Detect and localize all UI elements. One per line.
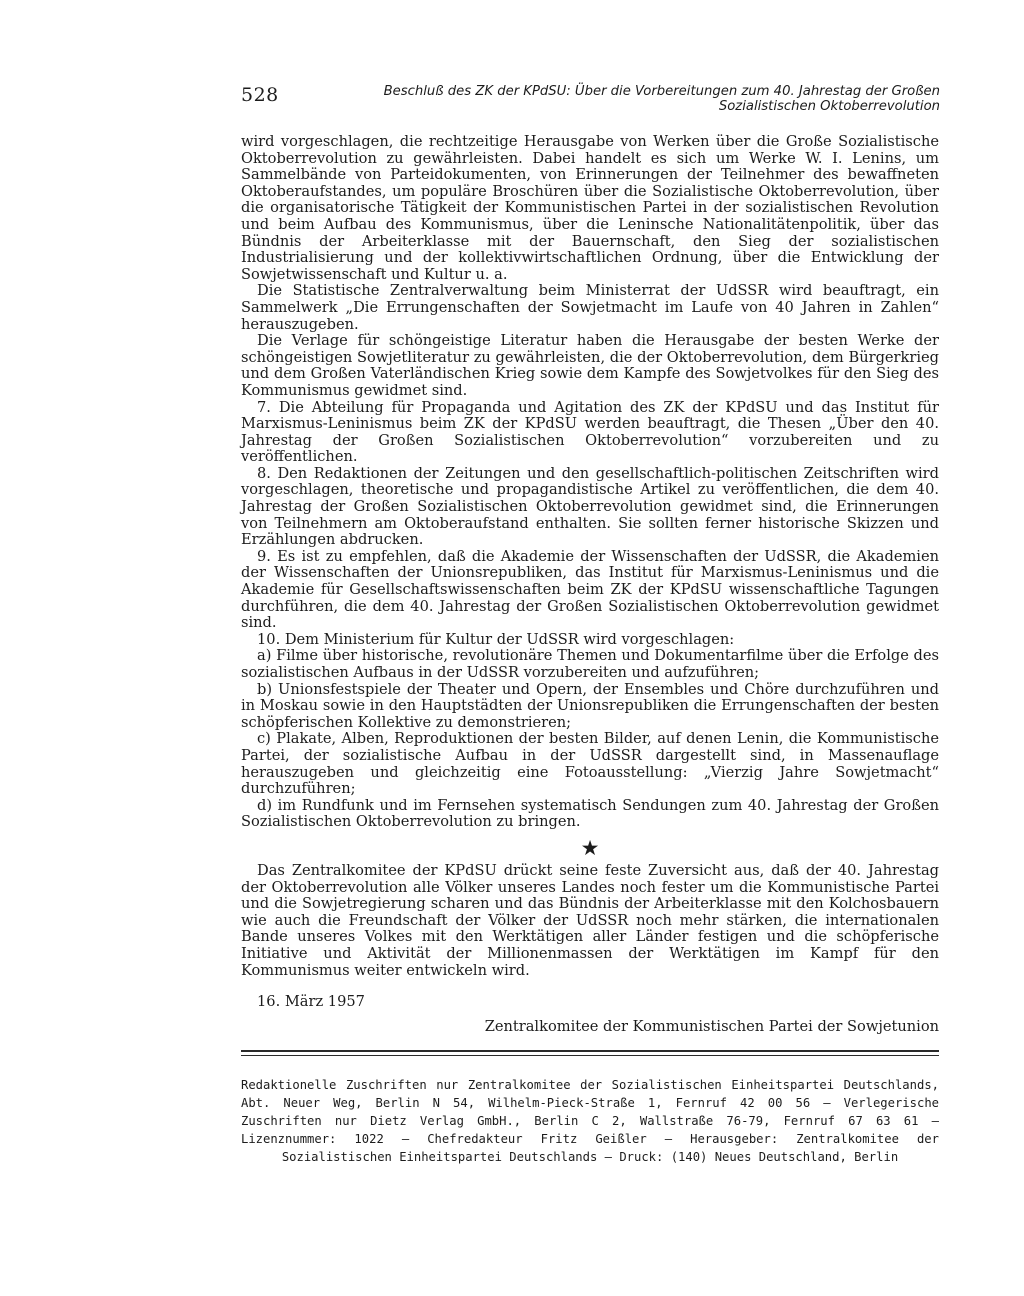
running-head: [320, 84, 940, 114]
document-date: 16. März 1957: [257, 993, 365, 1011]
paragraph-item-9: 9. Es ist zu empfehlen, daß die Akademie der Wissenschaften der UdSSR, die Akademien der Wissenschaften der Unionsrepubliken, das Institut für Marxismus-Leninismus und die Akademie für Gesellschaftswissenschaften beim ZK der KPdSU wissenschaftliche Tagungen durchführen, die dem 40. Jahrestag der Großen Sozialistischen Oktoberrevolution gewidmet sind.: [241, 547, 939, 632]
paragraph-item-10d: d) im Rundfunk und im Fernsehen systematisch Sendungen zum 40. Jahrestag der Großen Sozialistischen Oktoberrevolution zu bringen.: [241, 796, 939, 831]
running-head-line-1: Beschluß des ZK der KPdSU: Über die Vorbereitungen zum 40. Jahrestag der Großen: [383, 84, 940, 99]
star-separator-icon: ★: [580, 835, 600, 860]
page-number: 528: [241, 84, 279, 106]
footer-rule-thick: [241, 1050, 939, 1052]
footer-rule-thin: [241, 1055, 939, 1056]
paragraph-publishers: Die Verlage für schöngeistige Literatur haben die Herausgabe der besten Werke der schöngeistigen Sowjetliteratur zu gewährleisten, die der Oktoberrevolution, dem Bürgerkrieg und dem Großen Vaterländischen Krieg sowie dem Kampfe des Sowjetvolkes für den Sieg des Kommunismus gewidmet sind.: [241, 332, 939, 399]
paragraph-continuation: wird vorgeschlagen, die rechtzeitige Herausgabe von Werken über die Große Sozialistische Oktoberrevolution zu gewährleisten. Dabei handelt es sich um Werke W. I. Lenins, um Sammelbände von Parteidokumenten, von Erinnerungen der Teilnehmer des bewaffneten Oktoberaufstandes, um populäre Broschüren über die Sozialistische Oktoberrevolution, über die organisatorische Tätigkeit der Kommunistischen Partei in der sozialistischen Revolution und beim Aufbau des Kommunismus, über die Leninsche Nationalitätenpolitik, über das Bündnis der Arbeiterklasse mit der Bauernschaft, den Sieg der sozialistischen Industrialisierung und der kollektivwirtschaftlichen Ordnung, über die Entwicklung der Sowjetwissenschaft und Kultur u. a.: [241, 133, 939, 283]
imprint: Redaktionelle Zuschriften nur Zentralkomitee der Sozialistischen Einheitspartei Deutschlands, Abt. Neuer Weg, Berlin N 54, Wilhelm-Pieck-Straße 1, Fernruf 42 00 56 — Verlegerische Zuschriften nur Dietz Verlag GmbH., Berlin C 2, Wallstraße 76-79, Fernruf 67 63 61 — Lizenznummer: 1022 — Chefredakteur Fritz Geißler — Herausgeber: Zentralkomitee der Sozialistischen Einheitspartei Deutschlands — Druck: (140) Neues Deutschland, Berlin: [241, 1078, 939, 1164]
paragraph-item-7: 7. Die Abteilung für Propaganda und Agitation des ZK der KPdSU und das Institut für Marxismus-Leninismus beim ZK der KPdSU werden beauftragt, die Thesen „Über den 40. Jahrestag der Großen Sozialistischen Oktoberrevolution“ vorzubereiten und zu veröffentlichen.: [241, 398, 939, 466]
signature: Zentralkomitee der Kommunistischen Partei der Sowjetunion: [484, 1017, 939, 1035]
closing-paragraph: Das Zentralkomitee der KPdSU drückt seine feste Zuversicht aus, daß der 40. Jahrestag der Oktoberrevolution alle Völker unseres Landes noch fester um die Kommunistische Partei und die Sowjetregierung scharen und das Bündnis der Arbeiterklasse mit den Kolchosbauern wie auch die Freundschaft der Völker der UdSSR noch mehr stärken, die internationalen Bande unseres Volkes mit den Werktätigen aller Länder festigen und die schöpferische Initiative und Aktivität der Millionenmassen der Werktätigen im Kampf für den Kommunismus weiter entwickeln wird.: [241, 861, 939, 979]
paragraph-item-10c: c) Plakate, Alben, Reproduktionen der besten Bilder, auf denen Lenin, die Kommunistische Partei, der sozialistische Aufbau in der UdSSR dargestellt sind, in Massenauflage herauszugeben und gleichzeitig eine Fotoausstellung: „Vierzig Jahre Sowjetmacht“ durchzuführen;: [241, 730, 939, 798]
paragraph-item-10: 10. Dem Ministerium für Kultur der UdSSR wird vorgeschlagen:: [257, 630, 735, 648]
paragraph-item-8: 8. Den Redaktionen der Zeitungen und den gesellschaftlich-politischen Zeitschriften wird vorgeschlagen, theoretische und propagandistische Artikel zu veröffentlichen, die dem 40. Jahrestag der Großen Sozialistischen Oktoberrevolution gewidmet sind, die Erinnerungen von Teilnehmern am Oktoberaufstand enthalten. Sie sollten ferner historische Skizzen und Erzählungen abdrucken.: [241, 464, 939, 549]
running-head-line-2: Sozialistischen Oktoberrevolution: [718, 99, 940, 114]
paragraph-item-10a: a) Filme über historische, revolutionäre Themen und Dokumentarfilme über die Erfolge des sozialistischen Aufbaus in der UdSSR vorzubereiten und aufzuführen;: [241, 647, 939, 681]
paragraph-statistics: Die Statistische Zentralverwaltung beim Ministerrat der UdSSR wird beauftragt, ein Sammelwerk „Die Errungenschaften der Sowjetmacht im Laufe von 40 Jahren in Zahlen“ herauszugeben.: [241, 282, 939, 333]
article-body: [241, 134, 939, 1035]
paragraph-item-10b: b) Unionsfestspiele der Theater und Opern, der Ensembles und Chöre durchzuführen und in Moskau sowie in den Hauptstädten der Unionsrepubliken die Errungenschaften der besten schöpferischen Kollektive zu demonstrieren;: [241, 680, 939, 731]
